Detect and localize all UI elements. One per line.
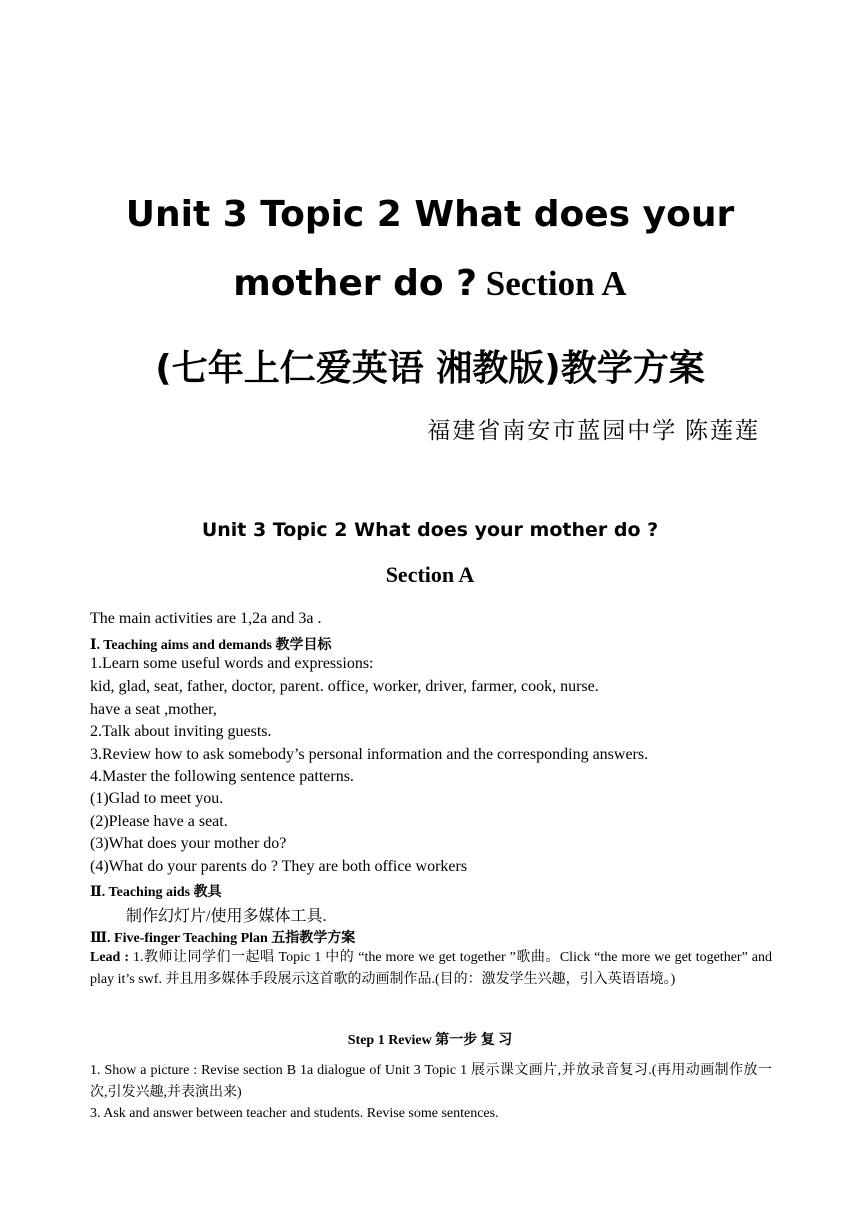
aim-line: have a seat ,mother, — [90, 701, 217, 718]
aim-line: (4)What do your parents do ? They are both office workers — [90, 858, 468, 875]
step1-heading: Step 1 Review 第一步 复 习 — [347, 1033, 513, 1048]
author: 福建省南安市蓝园中学 陈莲莲 — [427, 418, 760, 443]
document-title-line-1: Unit 3 Topic 2 What does your — [125, 194, 735, 235]
aim-line: 3.Review how to ask somebody’s personal information and the corresponding answers. — [90, 746, 649, 763]
aim-line: (3)What does your mother do? — [90, 835, 287, 852]
document-title-line-3: (七年上仁爱英语 湘教版)教学方案 — [155, 348, 705, 389]
title-question: mother do ? — [233, 263, 477, 304]
teaching-aids-heading: Ⅱ. Teaching aids 教具 — [90, 885, 222, 900]
step1-paragraph-1: 1. Show a picture : Revise section B 1a dialogue of Unit 3 Topic 1 展示课文画片,并放录音复习.(再用动画制作放一次,引发兴趣,并表演出来) — [90, 1063, 772, 1100]
document-title-line-2 — [0, 262, 860, 304]
aim-line: 2.Talk about inviting guests. — [90, 723, 272, 740]
section-heading-unit: Unit 3 Topic 2 What does your mother do ? — [201, 519, 659, 541]
step1-paragraph-3: 3. Ask and answer between teacher and students. Revise some sentences. — [90, 1106, 499, 1121]
teaching-aids-text: 制作幻灯片/使用多媒体工具. — [126, 908, 327, 925]
lead-label: Lead : — [90, 950, 130, 965]
activities-line: The main activities are 1,2a and 3a . — [90, 610, 322, 627]
teaching-plan-heading: Ⅲ. Five-finger Teaching Plan 五指教学方案 — [90, 931, 356, 946]
title-section: Section A — [476, 264, 627, 303]
teaching-aims-heading: Ⅰ. Teaching aims and demands 教学目标 — [90, 638, 332, 653]
aim-line: 1.Learn some useful words and expressions: — [90, 655, 374, 672]
lead-text: 1.教师让同学们一起唱 Topic 1 中的 “the more we get together ”歌曲。Click “the more we get together” and play it’s swf. 并且用多媒体手段展示这首歌的动画制作品.(目的：激发学生兴趣，引入英语语境。) — [90, 950, 773, 987]
aim-line: 4.Master the following sentence patterns. — [90, 768, 354, 785]
aim-line: (1)Glad to meet you. — [90, 790, 224, 807]
section-heading-section: Section A — [385, 562, 475, 587]
lead-paragraph — [90, 947, 772, 991]
aim-line: (2)Please have a seat. — [90, 813, 228, 830]
aim-line: kid, glad, seat, father, doctor, parent. office, worker, driver, farmer, cook, nurse. — [90, 678, 599, 695]
